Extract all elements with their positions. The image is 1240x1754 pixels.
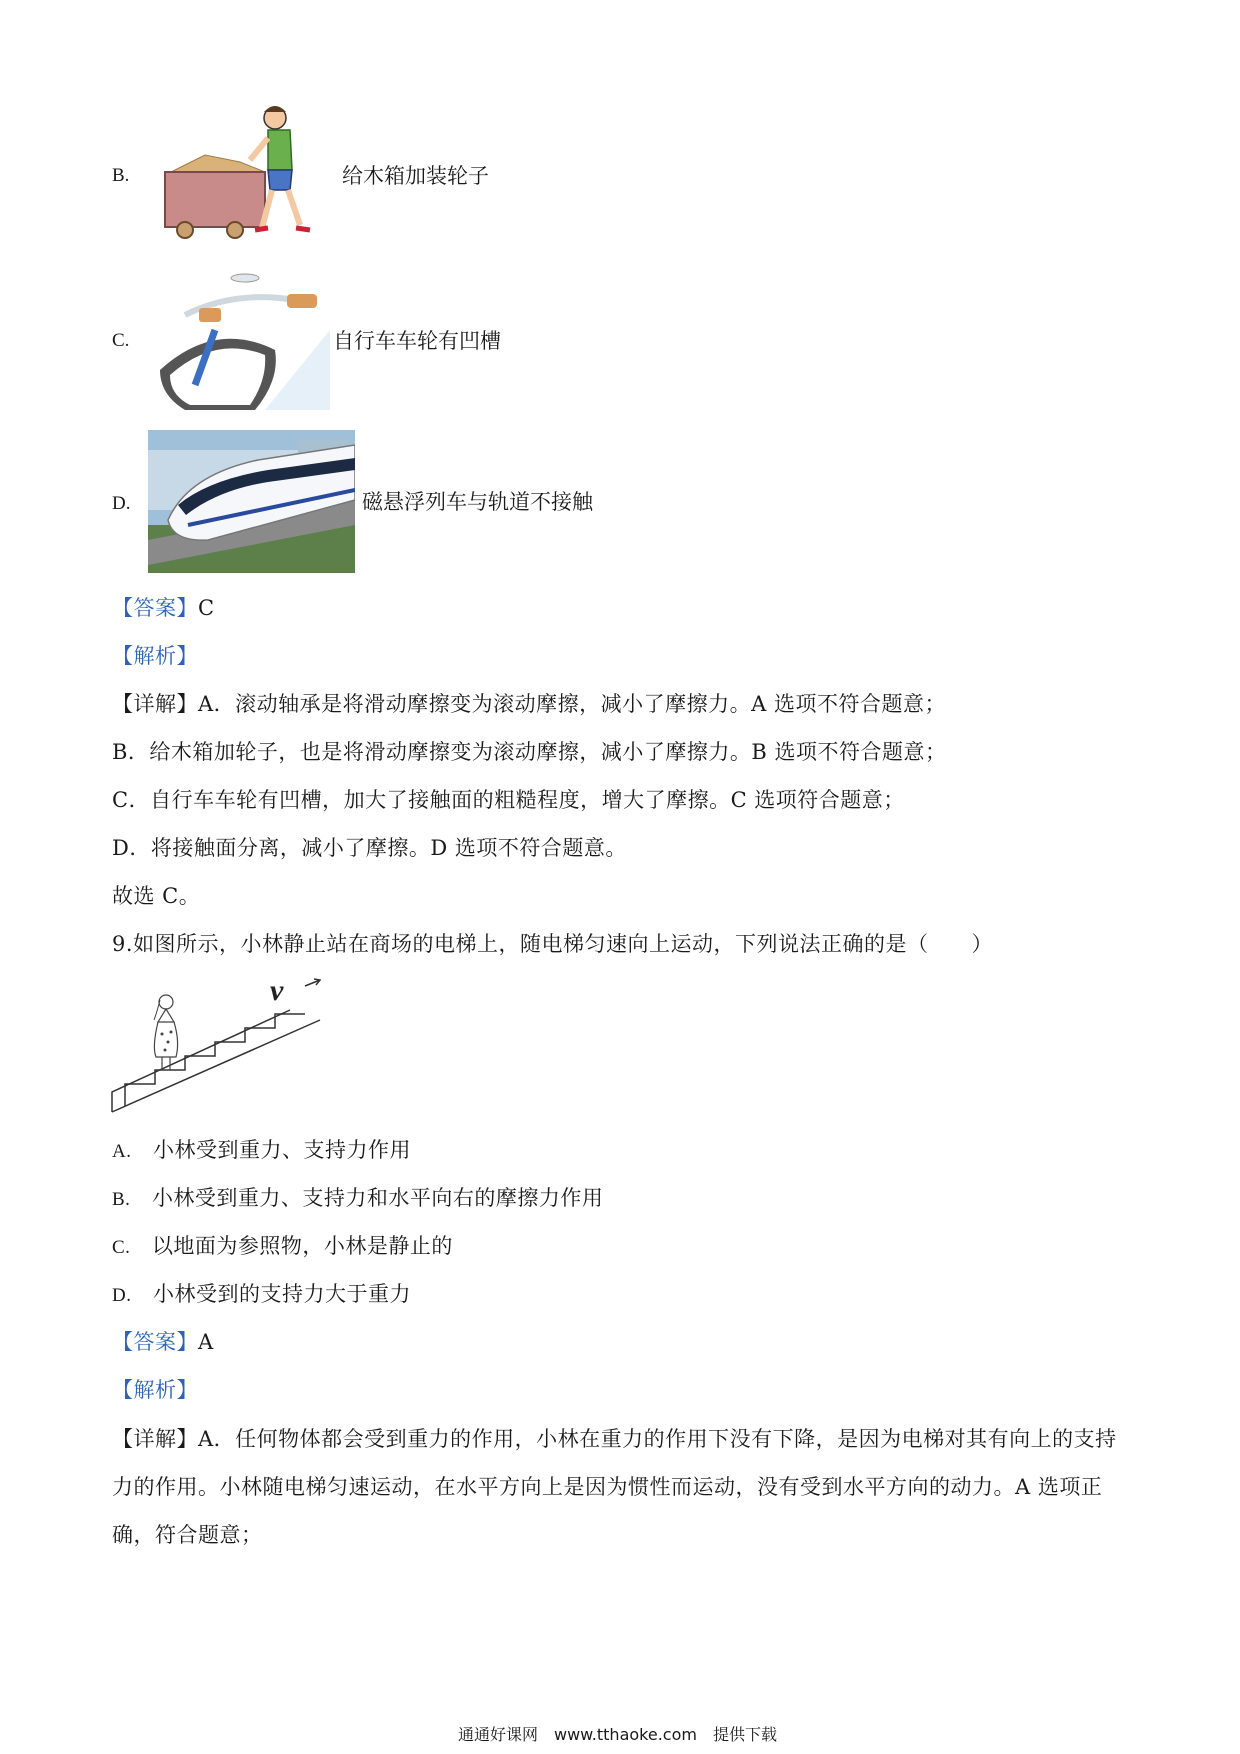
answer-value: C (198, 596, 215, 620)
q9-option-c (112, 1230, 453, 1260)
bicycle-wheel-image (155, 270, 330, 410)
q9-stem: 9.如图所示，小林静止站在商场的电梯上，随电梯匀速向上运动，下列说法正确的是（ ） (112, 932, 994, 956)
answer-value: A (198, 1330, 214, 1354)
option-letter: D. (112, 1285, 132, 1306)
option-d-letter: D. (112, 493, 131, 514)
q8-detail-line-3: C．自行车车轮有凹槽，加大了接触面的粗糙程度，增大了摩擦。C 选项符合题意； (112, 788, 905, 812)
option-d-text: 磁悬浮列车与轨道不接触 (362, 490, 593, 514)
q8-answer (112, 592, 215, 622)
q9-option-b (112, 1182, 603, 1212)
option-letter: C. (112, 1237, 131, 1258)
escalator-figure (110, 972, 330, 1114)
detail-text: A．任何物体都会受到重力的作用，小林在重力的作用下没有下降，是因为电梯对其有向上的支持 (198, 1427, 1117, 1451)
maglev-train-image (148, 430, 355, 573)
velocity-label: v (270, 974, 284, 1007)
option-text: 小林受到重力、支持力作用 (152, 1138, 411, 1162)
detail-tag: 【详解】 (112, 1427, 198, 1451)
option-letter: B. (112, 1189, 131, 1210)
q9-analysis-tag: 【解析】 (112, 1378, 198, 1402)
answer-tag: 【答案】 (112, 1330, 198, 1354)
option-text: 小林受到的支持力大于重力 (152, 1282, 411, 1306)
q9-detail-line-3: 确，符合题意； (112, 1523, 263, 1547)
q8-conclusion: 故选 C。 (112, 884, 201, 908)
cart-pushing-image (150, 100, 340, 240)
q8-analysis-tag: 【解析】 (112, 644, 198, 668)
option-text: 以地面为参照物，小林是静止的 (151, 1234, 453, 1258)
detail-text: A．滚动轴承是将滑动摩擦变为滚动摩擦，减小了摩擦力。A 选项不符合题意； (198, 692, 947, 716)
q9-option-a (112, 1134, 411, 1164)
option-b-letter: B. (112, 165, 130, 186)
option-c-text: 自行车车轮有凹槽 (333, 329, 501, 353)
q9-answer (112, 1326, 214, 1356)
q9-detail-line-1 (112, 1423, 1117, 1453)
option-letter: A. (112, 1141, 132, 1162)
answer-tag: 【答案】 (112, 596, 198, 620)
detail-tag: 【详解】 (112, 692, 198, 716)
page-footer: 通通好课网 www.tthaoke.com 提供下载 (458, 1725, 777, 1744)
option-c-letter: C. (112, 330, 130, 351)
option-b-text: 给木箱加装轮子 (342, 164, 489, 188)
q9-option-d (112, 1278, 411, 1308)
q8-detail-line-1 (112, 688, 946, 718)
q9-detail-line-2: 力的作用。小林随电梯匀速运动，在水平方向上是因为惯性而运动，没有受到水平方向的动力。A 选项正 (112, 1475, 1103, 1499)
option-text: 小林受到重力、支持力和水平向右的摩擦力作用 (151, 1186, 604, 1210)
q8-detail-line-4: D．将接触面分离，减小了摩擦。D 选项不符合题意。 (112, 836, 627, 860)
q8-detail-line-2: B．给木箱加轮子，也是将滑动摩擦变为滚动摩擦，减小了摩擦力。B 选项不符合题意； (112, 740, 947, 764)
